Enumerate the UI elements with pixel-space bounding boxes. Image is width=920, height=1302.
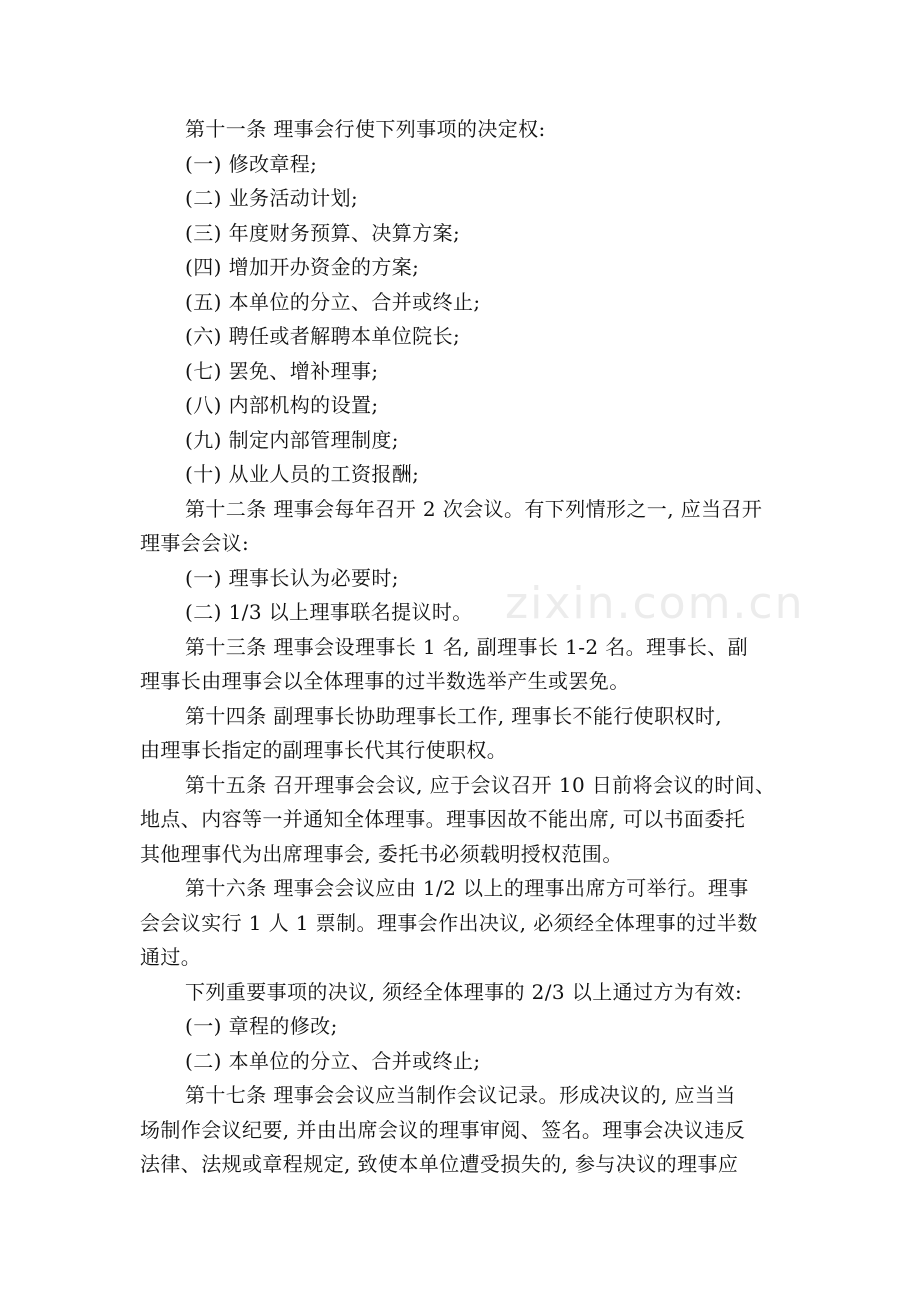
document-line: (一) 章程的修改; xyxy=(185,1014,338,1038)
document-line: (七) 罢免、增补理事; xyxy=(185,358,379,383)
document-line: 会会议实行 1 人 1 票制。理事会作出决议, 必须经全体理事的过半数 xyxy=(140,910,758,935)
document-line: 理事长由理事会以全体理事的过半数选举产生或罢免。 xyxy=(140,669,630,693)
document-line: 通过。 xyxy=(140,945,202,969)
document-line: (八) 内部机构的设置; xyxy=(185,393,379,417)
document-line: (三) 年度财务预算、决算方案; xyxy=(185,220,461,245)
document-line: (九) 制定内部管理制度; xyxy=(185,427,399,452)
document-line: (二) 业务活动计划; xyxy=(185,186,359,210)
document-line: 理事会会议: xyxy=(140,531,250,555)
document-line: 其他理事代为出席理事会, 委托书必须载明授权范围。 xyxy=(140,841,623,866)
document-line: (一) 修改章程; xyxy=(185,151,318,176)
document-line: 第十三条 理事会设理事长 1 名, 副理事长 1-2 名。理事长、副 xyxy=(185,634,749,659)
document-line: 场制作会议纪要, 并由出席会议的理事审阅、签名。理事会决议违反 xyxy=(140,1117,746,1142)
document-line: (十) 从业人员的工资报酬; xyxy=(185,462,420,486)
document-line: 地点、内容等一并通知全体理事。理事因故不能出席, 可以书面委托 xyxy=(140,807,746,831)
document-line: 第十二条 理事会每年召开 2 次会议。有下列情形之一, 应当召开 xyxy=(185,496,763,521)
document-line: 第十六条 理事会会议应由 1/2 以上的理事出席方可举行。理事 xyxy=(185,876,749,900)
document-line: (二) 本单位的分立、合并或终止; xyxy=(185,1048,481,1073)
document-line: (五) 本单位的分立、合并或终止; xyxy=(185,289,481,314)
document-line: 法律、法规或章程规定, 致使本单位遭受损失的, 参与决议的理事应 xyxy=(140,1152,739,1176)
document-line: (四) 增加开办资金的方案; xyxy=(185,255,420,279)
watermark: zixin.com.cn xyxy=(505,578,805,629)
document-line: 第十五条 召开理事会会议, 应于会议召开 10 日前将会议的时间、 xyxy=(185,772,776,797)
document-line: 第十七条 理事会会议应当制作会议记录。形成决议的, 应当当 xyxy=(185,1083,736,1107)
document-line: 第十四条 副理事长协助理事长工作, 理事长不能行使职权时, xyxy=(185,703,723,728)
document-line: (一) 理事长认为必要时; xyxy=(185,565,399,590)
document-line: 下列重要事项的决议, 须经全体理事的 2/3 以上通过方为有效: xyxy=(185,979,743,1004)
document-line: (六) 聘任或者解聘本单位院长; xyxy=(185,324,461,348)
document-line: 第十一条 理事会行使下列事项的决定权: xyxy=(185,117,546,141)
document-body xyxy=(140,112,780,1182)
document-line: 由理事长指定的副理事长代其行使职权。 xyxy=(140,738,508,762)
document-line: (二) 1/3 以上理事联名提议时。 xyxy=(185,600,473,624)
